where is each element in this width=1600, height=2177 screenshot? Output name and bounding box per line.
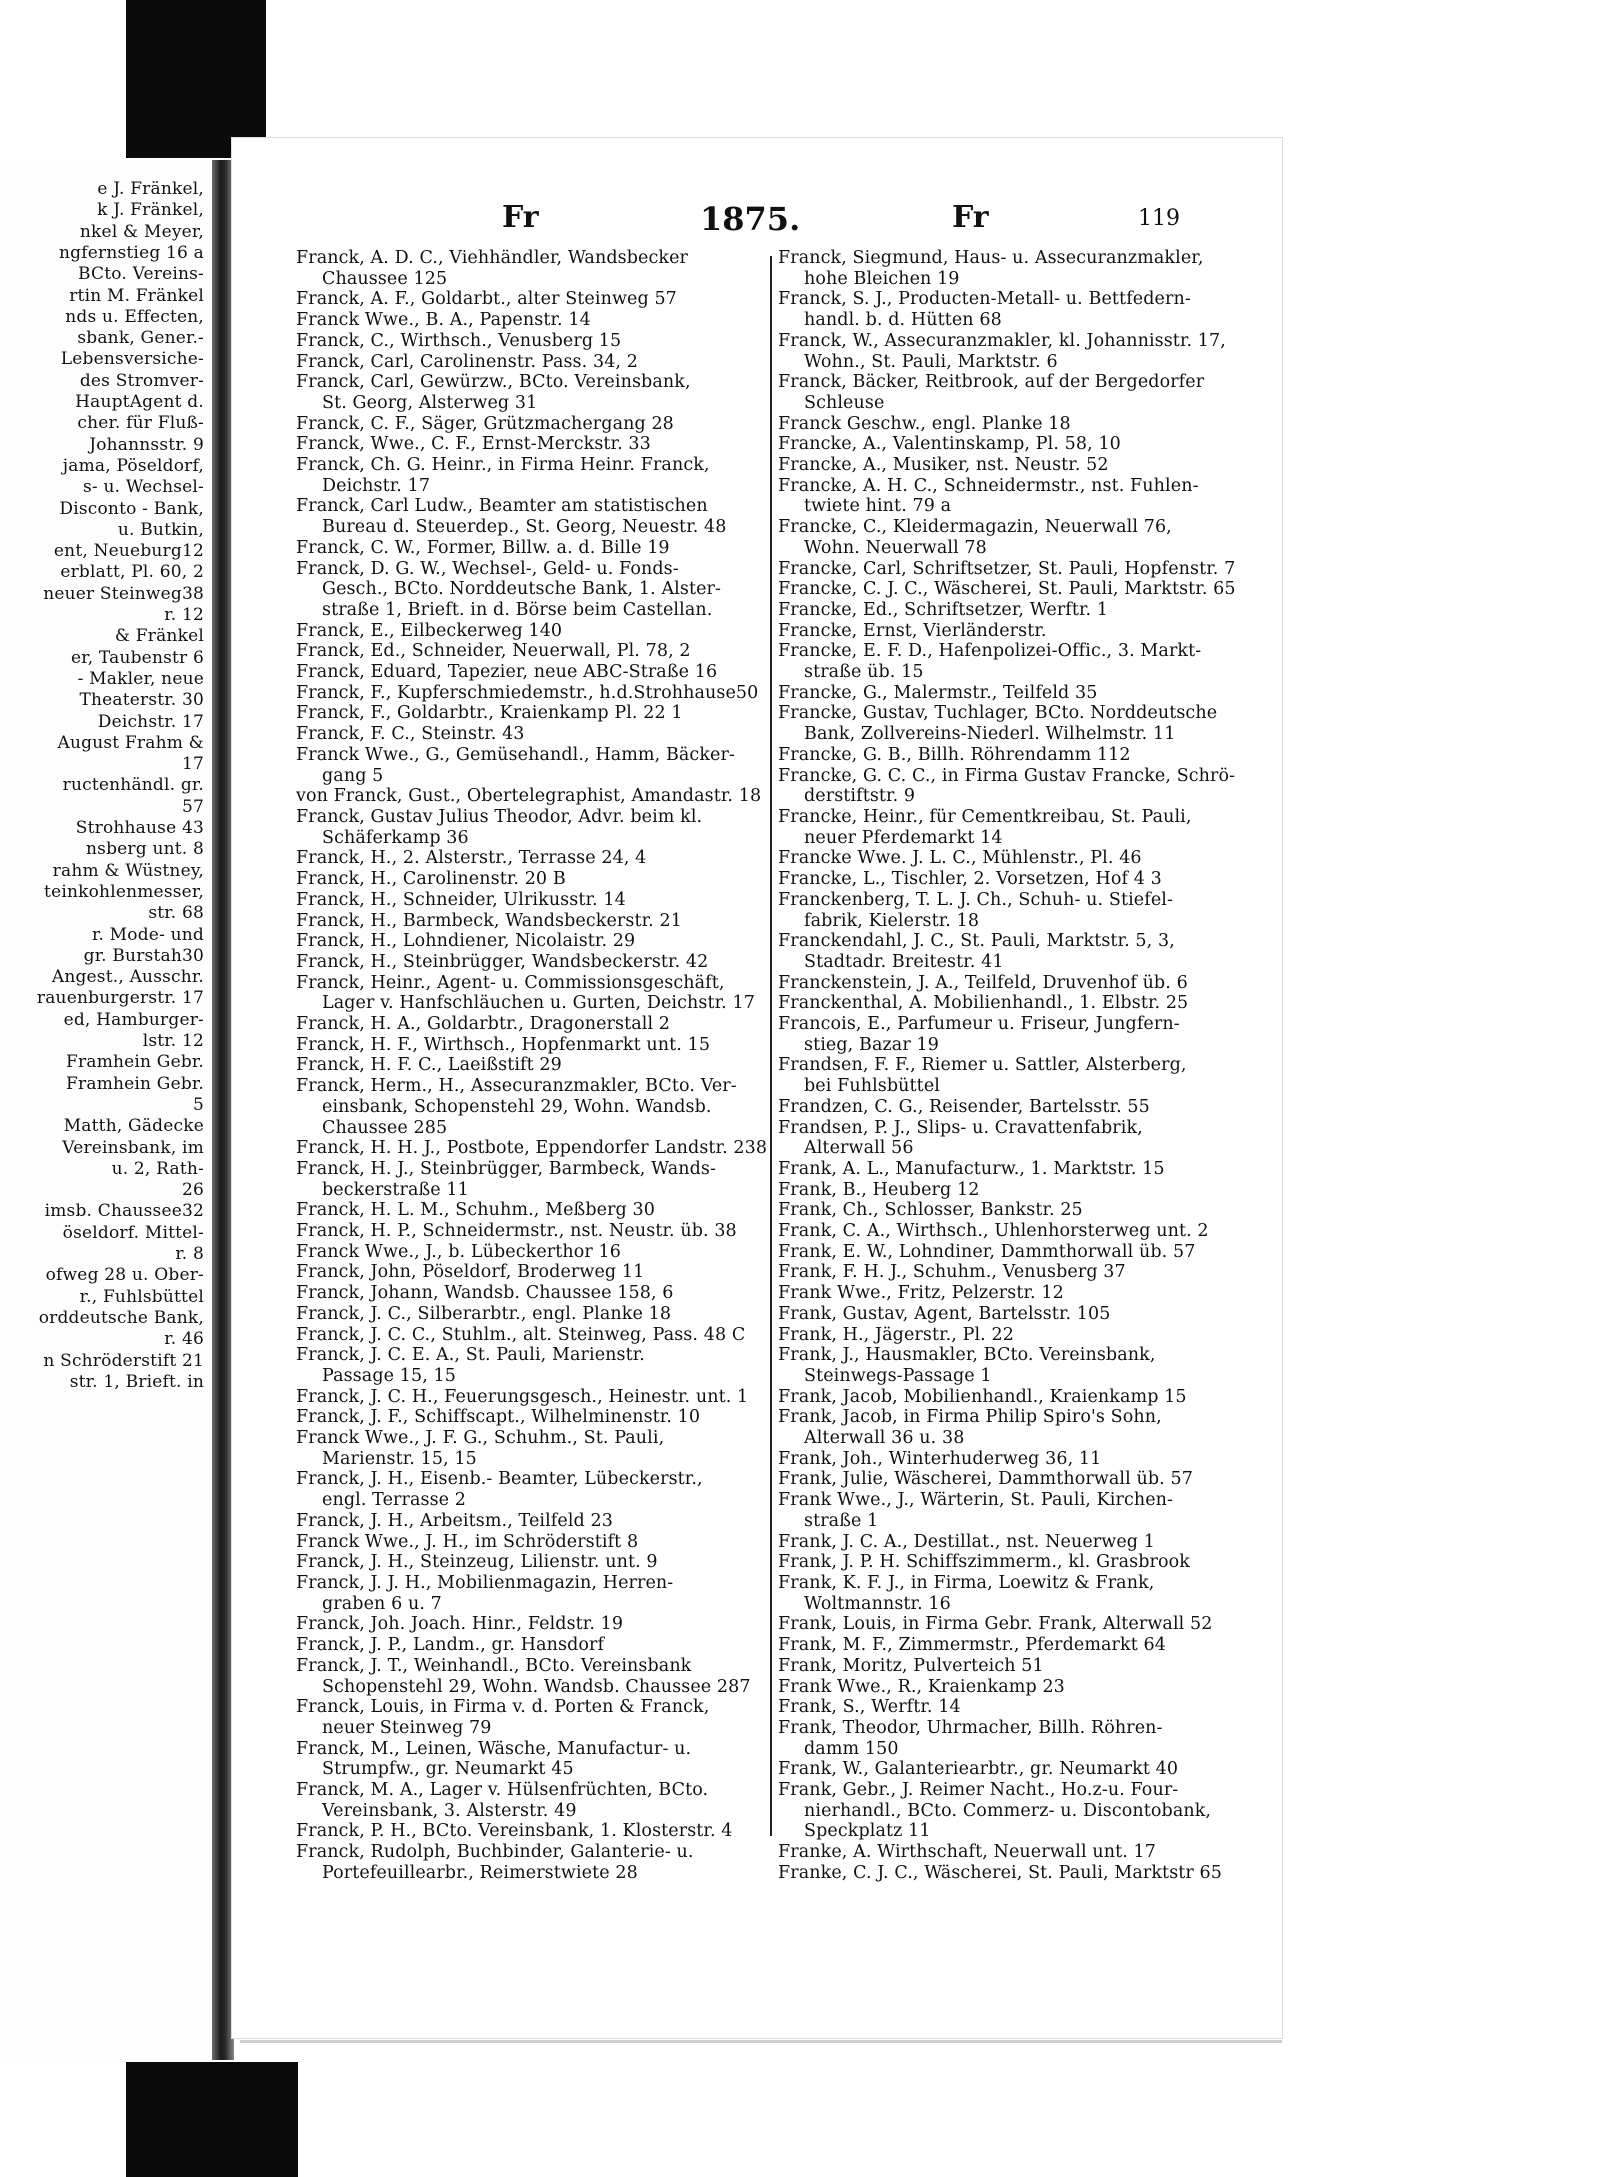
directory-entry-line: Franck, J. P., Landm., gr. Hansdorf — [296, 1635, 605, 1656]
directory-entry-line: Frank Wwe., J., Wärterin, St. Pauli, Kirchen- — [778, 1490, 1174, 1511]
directory-entry-line: von Franck, Gust., Obertelegraphist, Amandastr. 18 — [296, 786, 762, 807]
directory-entry-line: Vereinsbank, 3. Alsterstr. 49 — [322, 1800, 577, 1821]
directory-entry-line: St. Georg, Alsterweg 31 — [322, 392, 538, 413]
directory-entry-line: Franckendahl, J. C., St. Pauli, Marktstr. 5, 3, — [778, 931, 1175, 952]
directory-entry-line: derstiftstr. 9 — [804, 786, 916, 807]
directory-entry-line: Francke, Ernst, Vierländerstr. — [778, 620, 1047, 641]
directory-entry-line: Franck, E., Eilbeckerweg 140 — [296, 620, 563, 641]
directory-entry-line: Francke, Ed., Schriftsetzer, Werftr. 1 — [778, 599, 1109, 620]
facing-page-line: str. 68 — [148, 903, 204, 924]
directory-entry-line: Franck, F. C., Steinstr. 43 — [296, 724, 525, 745]
directory-entry-line: Frank, Ch., Schlosser, Bankstr. 25 — [778, 1200, 1083, 1221]
header-letters-right: Fr — [952, 200, 989, 235]
directory-entry-line: Franck, J. C. C., Stuhlm., alt. Steinweg, Pass. 48 C — [296, 1324, 746, 1345]
directory-entry-line: Francois, E., Parfumeur u. Friseur, Jungfern- — [778, 1014, 1180, 1035]
facing-page-line: n Schröderstift 21 — [43, 1350, 204, 1371]
facing-page-line: u. 2, Rath- — [111, 1158, 204, 1179]
facing-page-line: Lebensversiche- — [60, 349, 204, 370]
directory-entry-line: Franck, Eduard, Tapezier, neue ABC-Straße 16 — [296, 662, 718, 683]
facing-page-line: Framhein Gebr. — [66, 1073, 204, 1094]
header-letters-left: Fr — [502, 200, 539, 235]
facing-page-line: Strohhause 43 — [75, 818, 204, 838]
directory-entry-line: Frank, J. C. A., Destillat., nst. Neuerweg 1 — [778, 1531, 1155, 1552]
directory-entry-line: Francke, Gustav, Tuchlager, BCto. Norddeutsche — [778, 703, 1218, 724]
facing-page-line: Theaterstr. 30 — [79, 690, 204, 711]
directory-entry-line: Frank, E. W., Lohndiner, Dammthorwall üb. 57 — [778, 1241, 1196, 1262]
directory-entry-line: Frank Wwe., R., Kraienkamp 23 — [778, 1676, 1065, 1697]
directory-entry-line: Francke, A., Musiker, nst. Neustr. 52 — [778, 455, 1109, 476]
facing-page-line: & Fränkel — [114, 626, 204, 647]
directory-entry-line: Frank, H., Jägerstr., Pl. 22 — [778, 1324, 1014, 1345]
directory-entry-line: Franck Wwe., J. H., im Schröderstift 8 — [296, 1531, 639, 1552]
facing-page-line: s- u. Wechsel- — [82, 477, 204, 498]
directory-entry-line: Franck Geschw., engl. Planke 18 — [778, 413, 1071, 434]
directory-entry-line: damm 150 — [804, 1738, 899, 1759]
directory-entry-line: Franck, Louis, in Firma v. d. Porten & Franck, — [296, 1697, 710, 1718]
directory-entry-line: Wohn. Neuerwall 78 — [804, 537, 987, 558]
facing-page-line: rauenburgerstr. 17 — [36, 988, 204, 1009]
directory-entry-line: Franckenberg, T. L. J. Ch., Schuh- u. Stiefel- — [778, 889, 1173, 910]
facing-page-line: 26 — [181, 1180, 204, 1201]
facing-page-line: neuer Steinweg38 — [43, 583, 204, 604]
directory-entry-line: Frank, W., Galanteriearbtr., gr. Neumarkt 40 — [778, 1759, 1179, 1780]
directory-entry-line: Franck, Ch. G. Heinr., in Firma Heinr. Franck, — [296, 455, 710, 476]
directory-entry-line: Francke Wwe. J. L. C., Mühlenstr., Pl. 46 — [778, 848, 1142, 869]
directory-entry-line: Francke, C., Kleidermagazin, Neuerwall 76, — [778, 517, 1172, 538]
directory-entry-line: Deichstr. 17 — [322, 475, 431, 496]
directory-entry-line: Marienstr. 15, 15 — [322, 1448, 477, 1469]
facing-page-line: rtin M. Fränkel — [69, 285, 204, 306]
facing-page-line: orddeutsche Bank, — [38, 1307, 204, 1328]
facing-page-line: r. 46 — [164, 1329, 204, 1350]
directory-entry-line: Franck, H. L. M., Schuhm., Meßberg 30 — [296, 1200, 655, 1221]
directory-entry-line: Frandzen, C. G., Reisender, Bartelsstr. 55 — [778, 1096, 1150, 1117]
facing-page-line: teinkohlenmesser, — [44, 881, 204, 902]
facing-page-line: r. 12 — [164, 605, 204, 625]
directory-entry-line: Franck, Wwe., C. F., Ernst-Merckstr. 33 — [296, 434, 651, 455]
directory-entry-line: Francke, E. F. D., Hafenpolizei-Offic., 3. Markt- — [778, 641, 1202, 662]
directory-entry-line: Frank, Jacob, Mobilienhandl., Kraienkamp 15 — [778, 1386, 1187, 1407]
directory-entry-line: Franck, F., Kupferschmiedemstr., h.d.Strohhause50 — [296, 682, 759, 703]
directory-entry-line: Franck, Siegmund, Haus- u. Assecuranzmakler, — [778, 248, 1204, 268]
directory-entry-line: Francke, Heinr., für Cementkreibau, St. Pauli, — [778, 806, 1192, 827]
facing-page-line: r., Fuhlsbüttel — [79, 1286, 204, 1307]
directory-entry-line: Franck, Bäcker, Reitbrook, auf der Bergedorfer — [778, 372, 1205, 393]
directory-entry-line: Frandsen, P. J., Slips- u. Cravattenfabrik, — [778, 1117, 1143, 1138]
directory-entry-line: Franck, F., Goldarbtr., Kraienkamp Pl. 22 1 — [296, 703, 683, 724]
directory-entry-line: Woltmannstr. 16 — [804, 1593, 951, 1614]
facing-page-line: ed, Hamburger- — [63, 1009, 204, 1030]
directory-entry-line: Franck, Herm., H., Assecuranzmakler, BCto. Ver- — [296, 1076, 737, 1097]
directory-entry-line: Franck, Gustav Julius Theodor, Advr. beim kl. — [296, 806, 703, 827]
directory-entry-line: Gesch., BCto. Norddeutsche Bank, 1. Alster- — [322, 579, 722, 600]
facing-page-line: lstr. 12 — [142, 1031, 204, 1051]
facing-page-line: Vereinsbank, im — [62, 1137, 204, 1158]
directory-entry-line: Franck, J. C. H., Feuerungsgesch., Heinestr. unt. 1 — [296, 1386, 749, 1407]
directory-entry-line: Frank, F. H. J., Schuhm., Venusberg 37 — [778, 1262, 1126, 1283]
directory-entry-line: Frank, A. L., Manufacturw., 1. Marktstr. 15 — [778, 1158, 1165, 1179]
directory-entry-line: Franck, Johann, Wandsb. Chaussee 158, 6 — [296, 1283, 674, 1304]
directory-entry-line: Francke, G. C. C., in Firma Gustav Francke, Schrö- — [778, 765, 1236, 786]
facing-page-line: erblatt, Pl. 60, 2 — [60, 562, 204, 583]
directory-entry-line: Frank, Louis, in Firma Gebr. Frank, Alterwall 52 — [778, 1614, 1213, 1635]
right-column — [778, 248, 1288, 1884]
directory-entry-line: beckerstraße 11 — [322, 1179, 469, 1200]
directory-entry-line: Franck, J. F., Schiffscapt., Wilhelminenstr. 10 — [296, 1407, 701, 1428]
directory-entry-line: Bureau d. Steuerdep., St. Georg, Neuestr. 48 — [322, 517, 727, 538]
directory-entry-line: Frank, C. A., Wirthsch., Uhlenhorsterweg unt. 2 — [778, 1221, 1209, 1242]
directory-entry-line: Franck, Carl Ludw., Beamter am statistischen — [296, 496, 708, 517]
directory-entry-line: Franck, H., Schneider, Ulrikusstr. 14 — [296, 889, 626, 910]
directory-entry-line: Frank, Julie, Wäscherei, Dammthorwall üb. 57 — [778, 1469, 1193, 1490]
directory-entry-line: Schäferkamp 36 — [322, 827, 469, 848]
facing-page-line: rahm & Wüstney, — [52, 860, 204, 881]
directory-entry-line: Frandsen, F. F., Riemer u. Sattler, Alsterberg, — [778, 1055, 1187, 1076]
directory-entry-line: Franck, H. H. J., Postbote, Eppendorfer Landstr. 238 — [296, 1138, 768, 1159]
directory-entry-line: Franck, W., Assecuranzmakler, kl. Johannisstr. 17, — [778, 330, 1226, 351]
directory-entry-line: Frank, Joh., Winterhuderweg 36, 11 — [778, 1448, 1102, 1469]
directory-entry-line: Franck, H., Barmbeck, Wandsbeckerstr. 21 — [296, 910, 682, 931]
directory-entry-line: Franck, J. C. E. A., St. Pauli, Marienstr. — [296, 1345, 645, 1366]
directory-entry-line: fabrik, Kielerstr. 18 — [804, 910, 980, 931]
facing-page-line: - Makler, neue — [77, 668, 204, 689]
page-number: 119 — [1138, 206, 1180, 231]
directory-entry-line: engl. Terrasse 2 — [322, 1490, 467, 1511]
facing-page-line: imsb. Chaussee32 — [44, 1201, 204, 1222]
directory-entry-line: Franke, A. Wirthschaft, Neuerwall unt. 17 — [778, 1842, 1157, 1863]
facing-page-line: cher. für Fluß- — [77, 413, 204, 434]
facing-page-line: e J. Fränkel, — [97, 179, 204, 199]
directory-entry-line: Stadtadr. Breitestr. 41 — [804, 951, 1004, 972]
directory-entry-line: Franck, H., Carolinenstr. 20 B — [296, 869, 566, 890]
directory-entry-line: Chaussee 285 — [322, 1117, 448, 1138]
directory-entry-line: Franck, S. J., Producten-Metall- u. Bettfedern- — [778, 289, 1191, 310]
scan-edge-bottom — [126, 2062, 298, 2177]
directory-entry-line: Passage 15, 15 — [322, 1365, 456, 1386]
directory-entry-line: Frank, Moritz, Pulverteich 51 — [778, 1655, 1044, 1676]
directory-entry-line: nierhandl., BCto. Commerz- u. Discontobank, — [804, 1800, 1212, 1821]
directory-entry-line: Franck, D. G. W., Wechsel-, Geld- u. Fonds- — [296, 558, 679, 579]
facing-page-line: ngfernstieg 16 a — [59, 242, 204, 263]
directory-entry-line: Franck, C., Wirthsch., Venusberg 15 — [296, 330, 622, 351]
directory-entry-line: Frank, J., Hausmakler, BCto. Vereinsbank, — [778, 1345, 1156, 1366]
directory-entry-line: Schleuse — [804, 392, 885, 413]
directory-entry-line: Franck, H., Lohndiener, Nicolaistr. 29 — [296, 931, 636, 952]
directory-entry-line: Lager v. Hanfschläuchen u. Gurten, Deichstr. 17 — [322, 993, 755, 1014]
scan-edge-top — [126, 0, 266, 158]
directory-entry-line: Franck, J. C., Silberarbtr., engl. Planke 18 — [296, 1303, 672, 1324]
directory-entry-line: Francke, C. J. C., Wäscherei, St. Pauli, Marktstr. 65 — [778, 579, 1236, 600]
facing-page-line: ofweg 28 u. Ober- — [45, 1265, 204, 1286]
facing-page-line: Deichstr. 17 — [97, 711, 204, 732]
directory-entry-line: Franck, C. F., Säger, Grützmachergang 28 — [296, 413, 674, 434]
directory-entry-line: Franck, H. J., Steinbrügger, Barmbeck, Wands- — [296, 1158, 716, 1179]
directory-entry-line: Frank, S., Werftr. 14 — [778, 1697, 961, 1718]
directory-entry-line: Franck, H., 2. Alsterstr., Terrasse 24, 4 — [296, 848, 647, 869]
directory-entry-line: Franck, Heinr., Agent- u. Commissionsgeschäft, — [296, 972, 725, 993]
header-year: 1875. — [700, 200, 801, 238]
directory-entry-line: Frank, M. F., Zimmermstr., Pferdemarkt 64 — [778, 1635, 1166, 1656]
directory-entry-line: Alterwall 56 — [804, 1138, 914, 1159]
directory-entry-line: Chaussee 125 — [322, 268, 448, 289]
column-divider — [770, 256, 772, 1836]
directory-entry-line: Frank, Jacob, in Firma Philip Spiro's Sohn, — [778, 1407, 1162, 1428]
directory-entry-line: Franck Wwe., J. F. G., Schuhm., St. Pauli, — [296, 1428, 665, 1449]
facing-page-line: Disconto - Bank, — [59, 498, 204, 519]
directory-entry-line: stieg, Bazar 19 — [804, 1034, 939, 1055]
directory-page — [232, 138, 1282, 2038]
directory-entry-line: Franck, Rudolph, Buchbinder, Galanterie- u. — [296, 1842, 694, 1863]
directory-entry-line: Francke, G., Malermstr., Teilfeld 35 — [778, 682, 1098, 703]
facing-page-line: nds u. Effecten, — [65, 306, 204, 327]
facing-page-line: ructenhändl. gr. — [62, 775, 204, 796]
directory-entry-line: Franck, J. H., Arbeitsm., Teilfeld 23 — [296, 1510, 613, 1531]
facing-page-fragment — [0, 162, 212, 2062]
facing-page-line: Matth, Gädecke — [63, 1116, 204, 1137]
facing-page-line: Johannsstr. 9 — [89, 434, 204, 455]
directory-entry-line: Franck, Joh. Joach. Hinr., Feldstr. 19 — [296, 1614, 624, 1635]
directory-entry-line: Franck, H. P., Schneidermstr., nst. Neustr. üb. 38 — [296, 1221, 737, 1242]
facing-page-line: Angest., Ausschr. — [51, 967, 204, 988]
directory-entry-line: Frank, Gebr., J. Reimer Nacht., Ho.z-u. Four- — [778, 1780, 1179, 1801]
directory-entry-line: Portefeuillearbr., Reimerstwiete 28 — [322, 1862, 638, 1883]
directory-entry-line: Frank, K. F. J., in Firma, Loewitz & Frank, — [778, 1573, 1155, 1593]
directory-entry-line: Speckplatz 11 — [804, 1821, 931, 1842]
directory-entry-line: straße üb. 15 — [804, 662, 924, 683]
directory-entry-line: Schopenstehl 29, Wohn. Wandsb. Chaussee 287 — [322, 1676, 751, 1697]
facing-page-line: Framhein Gebr. — [66, 1052, 204, 1073]
directory-entry-line: hohe Bleichen 19 — [804, 268, 960, 289]
facing-page-line: str. 1, Brieft. in — [69, 1371, 204, 1392]
facing-page-line: 5 — [192, 1094, 204, 1115]
facing-page-line: August Frahm & — [57, 732, 204, 753]
directory-entry-line: straße 1 — [804, 1510, 879, 1531]
directory-entry-line: Francke, A. H. C., Schneidermstr., nst. Fuhlen- — [778, 475, 1199, 496]
directory-entry-line: Strumpfw., gr. Neumarkt 45 — [322, 1759, 574, 1780]
directory-entry-line: Alterwall 36 u. 38 — [804, 1428, 965, 1449]
directory-entry-line: Franck, H. F. C., Laeißstift 29 — [296, 1055, 562, 1076]
directory-entry-line: twiete hint. 79 a — [804, 496, 952, 517]
directory-entry-line: Franck, A. D. C., Viehhändler, Wandsbecker — [296, 248, 688, 268]
facing-page-line: 17 — [181, 754, 204, 775]
directory-entry-line: Franck, H., Steinbrügger, Wandsbeckerstr. 42 — [296, 951, 709, 972]
facing-page-line: öseldorf. Mittel- — [62, 1222, 204, 1243]
directory-entry-line: straße 1, Brieft. in d. Börse beim Castellan. — [322, 599, 713, 620]
directory-entry-line: Franck, M. A., Lager v. Hülsenfrüchten, BCto. — [296, 1780, 709, 1801]
facing-page-line: ent, Neueburg12 — [53, 541, 204, 562]
directory-entry-line: Franckenthal, A. Mobilienhandl., 1. Elbstr. 25 — [778, 993, 1189, 1014]
directory-entry-line: graben 6 u. 7 — [322, 1593, 442, 1614]
directory-entry-line: Franck Wwe., G., Gemüsehandl., Hamm, Bäcker- — [296, 744, 735, 765]
left-column — [296, 248, 806, 1884]
directory-entry-line: Wohn., St. Pauli, Marktstr. 6 — [804, 351, 1058, 372]
page-header — [232, 200, 1282, 240]
facing-page-line: 57 — [181, 796, 204, 817]
facing-page-line: sbank, Gener.- — [77, 328, 204, 349]
directory-entry-line: Franck, A. F., Goldarbt., alter Steinweg 57 — [296, 289, 677, 310]
facing-page-line: r. 8 — [175, 1244, 204, 1264]
directory-entry-line: Franck, C. W., Former, Billw. a. d. Bille 19 — [296, 537, 670, 558]
directory-entry-line: Franck, Ed., Schneider, Neuerwall, Pl. 78, 2 — [296, 641, 691, 662]
directory-entry-line: Francke, G. B., Billh. Röhrendamm 112 — [778, 744, 1131, 765]
directory-entry-line: Franck, J. H., Eisenb.- Beamter, Lübeckerstr., — [296, 1469, 703, 1490]
directory-entry-line: Franck, Carl, Carolinenstr. Pass. 34, 2 — [296, 351, 638, 372]
directory-entry-line: Franckenstein, J. A., Teilfeld, Druvenhof üb. 6 — [778, 972, 1188, 993]
facing-page-line: HauptAgent d. — [75, 392, 204, 412]
directory-entry-line: Frank, Theodor, Uhrmacher, Billh. Röhren- — [778, 1717, 1163, 1738]
directory-entry-line: Steinwegs-Passage 1 — [804, 1365, 992, 1386]
directory-entry-line: Franck Wwe., B. A., Papenstr. 14 — [296, 310, 591, 331]
facing-page-line: nkel & Meyer, — [79, 221, 204, 242]
facing-page-line: r. Mode- und — [92, 924, 204, 945]
directory-entry-line: bei Fuhlsbüttel — [804, 1076, 940, 1097]
facing-page-line: BCto. Vereins- — [77, 264, 204, 285]
directory-entry-line: Franck, J. H., Steinzeug, Lilienstr. unt. 9 — [296, 1552, 658, 1573]
directory-entry-line: Frank, J. P. H. Schiffszimmerm., kl. Grasbrook — [778, 1552, 1190, 1573]
facing-page-line: gr. Burstah30 — [83, 945, 204, 966]
directory-entry-line: Franck, John, Pöseldorf, Broderweg 11 — [296, 1262, 645, 1283]
directory-entry-line: Franck, J. J. H., Mobilienmagazin, Herren- — [296, 1573, 674, 1593]
directory-entry-line: Franke, C. J. C., Wäscherei, St. Pauli, Marktstr 65 — [778, 1862, 1223, 1883]
directory-entry-line: gang 5 — [322, 765, 384, 786]
facing-page-line: k J. Fränkel, — [97, 200, 204, 221]
facing-page-line: er, Taubenstr 6 — [70, 647, 204, 668]
directory-entry-line: Franck, H. A., Goldarbtr., Dragonerstall 2 — [296, 1014, 671, 1035]
directory-entry-line: Franck, P. H., BCto. Vereinsbank, 1. Klosterstr. 4 — [296, 1821, 733, 1842]
directory-entry-line: Frank Wwe., Fritz, Pelzerstr. 12 — [778, 1283, 1064, 1304]
directory-entry-line: Frank, Gustav, Agent, Bartelsstr. 105 — [778, 1303, 1111, 1324]
directory-entry-line: neuer Pferdemarkt 14 — [804, 827, 1003, 848]
facing-page-line: u. Butkin, — [117, 519, 204, 540]
directory-entry-line: neuer Steinweg 79 — [322, 1717, 492, 1738]
directory-entry-line: Franck, H. F., Wirthsch., Hopfenmarkt unt. 15 — [296, 1034, 711, 1055]
directory-entry-line: einsbank, Schopenstehl 29, Wohn. Wandsb. — [322, 1096, 712, 1117]
directory-entry-line: Francke, A., Valentinskamp, Pl. 58, 10 — [778, 434, 1121, 455]
page-bottom-edge — [240, 2040, 1282, 2043]
directory-entry-line: Bank, Zollvereins-Niederl. Wilhelmstr. 11 — [804, 724, 1176, 745]
directory-entry-line: handl. b. d. Hütten 68 — [804, 310, 1002, 331]
directory-entry-line: Francke, L., Tischler, 2. Vorsetzen, Hof 4 3 — [778, 869, 1162, 890]
directory-entry-line: Francke, Carl, Schriftsetzer, St. Pauli, Hopfenstr. 7 — [778, 558, 1236, 579]
book-spine — [212, 160, 234, 2060]
facing-page-line: nsberg unt. 8 — [86, 839, 204, 860]
directory-entry-line: Franck, M., Leinen, Wäsche, Manufactur- u. — [296, 1738, 692, 1759]
directory-entry-line: Franck Wwe., J., b. Lübeckerthor 16 — [296, 1241, 621, 1262]
facing-page-line: des Stromver- — [79, 370, 204, 391]
directory-entry-line: Franck, J. T., Weinhandl., BCto. Vereinsbank — [296, 1655, 692, 1676]
directory-entry-line: Franck, Carl, Gewürzw., BCto. Vereinsbank, — [296, 372, 691, 393]
directory-entry-line: Frank, B., Heuberg 12 — [778, 1179, 980, 1200]
facing-page-line: jama, Pöseldorf, — [62, 455, 204, 476]
